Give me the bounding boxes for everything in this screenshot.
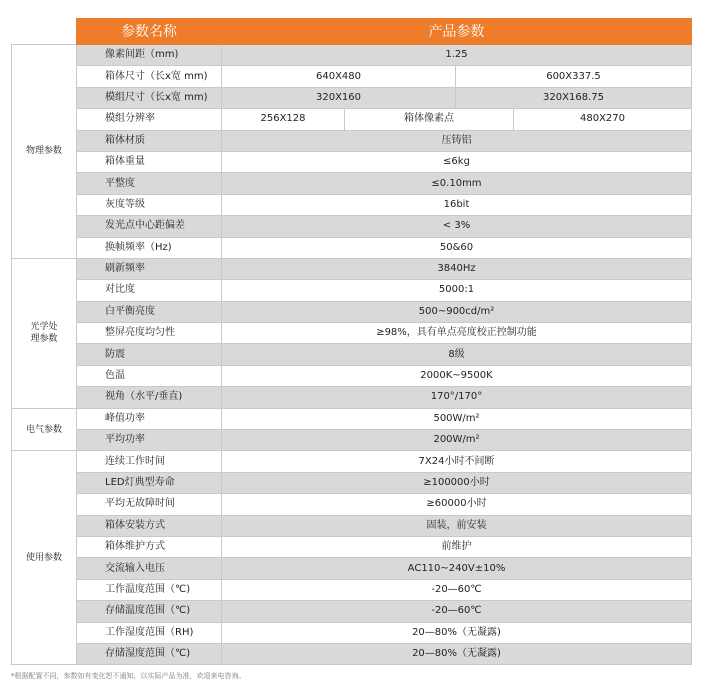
table-row — [12, 643, 692, 664]
param-value: ≥98%，具有单点亮度校正控制功能 — [222, 323, 692, 344]
param-value: 20—80%（无凝露) — [222, 622, 692, 643]
table-row — [12, 601, 692, 622]
param-value: AC110~240V±10% — [222, 558, 692, 579]
param-name: 存储温度范围（℃) — [77, 601, 222, 622]
param-value: 20—80%（无凝露) — [222, 643, 692, 664]
param-name: 刷新频率 — [77, 258, 222, 279]
table-row — [12, 151, 692, 172]
table-row — [12, 387, 692, 408]
table-row — [12, 173, 692, 194]
param-name: 存储湿度范围（℃) — [77, 643, 222, 664]
param-name: LED灯典型寿命 — [77, 472, 222, 493]
param-value: 压铸铝 — [222, 130, 692, 151]
param-name: 整屏亮度均匀性 — [77, 323, 222, 344]
param-value: 2000K~9500K — [222, 365, 692, 386]
param-value: 50&60 — [222, 237, 692, 258]
header-value-column: 产品参数 — [222, 19, 692, 45]
param-name: 平均功率 — [77, 430, 222, 451]
param-name: 平整度 — [77, 173, 222, 194]
group-electrical: 电气参数 — [12, 408, 77, 451]
param-value-c: 480X270 — [514, 109, 692, 130]
param-value: 7X24小时不间断 — [222, 451, 692, 472]
param-name: 平均无故障时间 — [77, 494, 222, 515]
param-name: 换帧频率（Hz) — [77, 237, 222, 258]
table-row — [12, 216, 692, 237]
group-optical-line1: 光学处 — [30, 322, 58, 333]
table-row — [12, 280, 692, 301]
param-value-b: 320X168.75 — [456, 87, 692, 108]
header-corner — [12, 19, 77, 45]
table-row — [12, 301, 692, 322]
header-name-column: 参数名称 — [77, 19, 222, 45]
table-row — [12, 258, 692, 279]
param-value: 前维护 — [222, 536, 692, 557]
param-name: 灰度等级 — [77, 194, 222, 215]
param-value: ≥100000小时 — [222, 472, 692, 493]
table-row — [12, 344, 692, 365]
param-value-a: 640X480 — [222, 66, 456, 87]
param-value: 170°/170° — [222, 387, 692, 408]
param-value: 1.25 — [222, 45, 692, 66]
table-row — [12, 536, 692, 557]
group-physical: 物理参数 — [12, 45, 77, 259]
table-row — [12, 237, 692, 258]
param-value: 5000:1 — [222, 280, 692, 301]
group-optical — [12, 258, 77, 408]
footnote: *根据配置不同，参数如有变化恕不通知，以实际产品为准，欢迎来电咨询。 — [11, 672, 246, 680]
param-value-a: 256X128 — [222, 109, 345, 130]
table-row — [12, 194, 692, 215]
param-name: 箱体重量 — [77, 151, 222, 172]
param-value: -20—60℃ — [222, 579, 692, 600]
param-value: 500~900cd/m² — [222, 301, 692, 322]
param-name: 峰值功率 — [77, 408, 222, 429]
spec-table — [11, 18, 692, 665]
param-name: 模组尺寸（长x宽 mm) — [77, 87, 222, 108]
param-value: 3840Hz — [222, 258, 692, 279]
table-row — [12, 408, 692, 429]
param-name: 发光点中心距偏差 — [77, 216, 222, 237]
param-name: 色温 — [77, 365, 222, 386]
table-row — [12, 579, 692, 600]
param-value-a: 320X160 — [222, 87, 456, 108]
table-row — [12, 515, 692, 536]
param-name: 视角（水平/垂直) — [77, 387, 222, 408]
param-name: 交流输入电压 — [77, 558, 222, 579]
param-value: ≤0.10mm — [222, 173, 692, 194]
group-optical-line2: 理参数 — [30, 334, 58, 345]
param-name: 像素间距（mm) — [77, 45, 222, 66]
param-name: 白平衡亮度 — [77, 301, 222, 322]
table-row — [12, 472, 692, 493]
param-name: 防震 — [77, 344, 222, 365]
param-value: 固装，前安装 — [222, 515, 692, 536]
param-name: 箱体维护方式 — [77, 536, 222, 557]
table-row — [12, 451, 692, 472]
table-row — [12, 109, 692, 130]
param-name: 工作湿度范围（RH) — [77, 622, 222, 643]
param-name: 对比度 — [77, 280, 222, 301]
param-value: 500W/m² — [222, 408, 692, 429]
param-name: 连续工作时间 — [77, 451, 222, 472]
table-row — [12, 130, 692, 151]
table-row — [12, 323, 692, 344]
table-row — [12, 66, 692, 87]
param-name: 箱体材质 — [77, 130, 222, 151]
param-name: 模组分辨率 — [77, 109, 222, 130]
table-row — [12, 87, 692, 108]
table-header-row — [12, 19, 692, 45]
param-name: 箱体尺寸（长x宽 mm) — [77, 66, 222, 87]
param-value: 200W/m² — [222, 430, 692, 451]
param-value: ≥60000小时 — [222, 494, 692, 515]
table-row — [12, 494, 692, 515]
param-sublabel: 箱体像素点 — [345, 109, 514, 130]
table-row — [12, 430, 692, 451]
param-value: -20—60℃ — [222, 601, 692, 622]
table-row — [12, 45, 692, 66]
param-value: 16bit — [222, 194, 692, 215]
param-name: 工作温度范围（℃) — [77, 579, 222, 600]
table-row — [12, 558, 692, 579]
table-row — [12, 365, 692, 386]
group-usage: 使用参数 — [12, 451, 77, 665]
param-value-b: 600X337.5 — [456, 66, 692, 87]
param-name: 箱体安装方式 — [77, 515, 222, 536]
param-value: 8级 — [222, 344, 692, 365]
param-value: < 3% — [222, 216, 692, 237]
table-row — [12, 622, 692, 643]
param-value: ≤6kg — [222, 151, 692, 172]
